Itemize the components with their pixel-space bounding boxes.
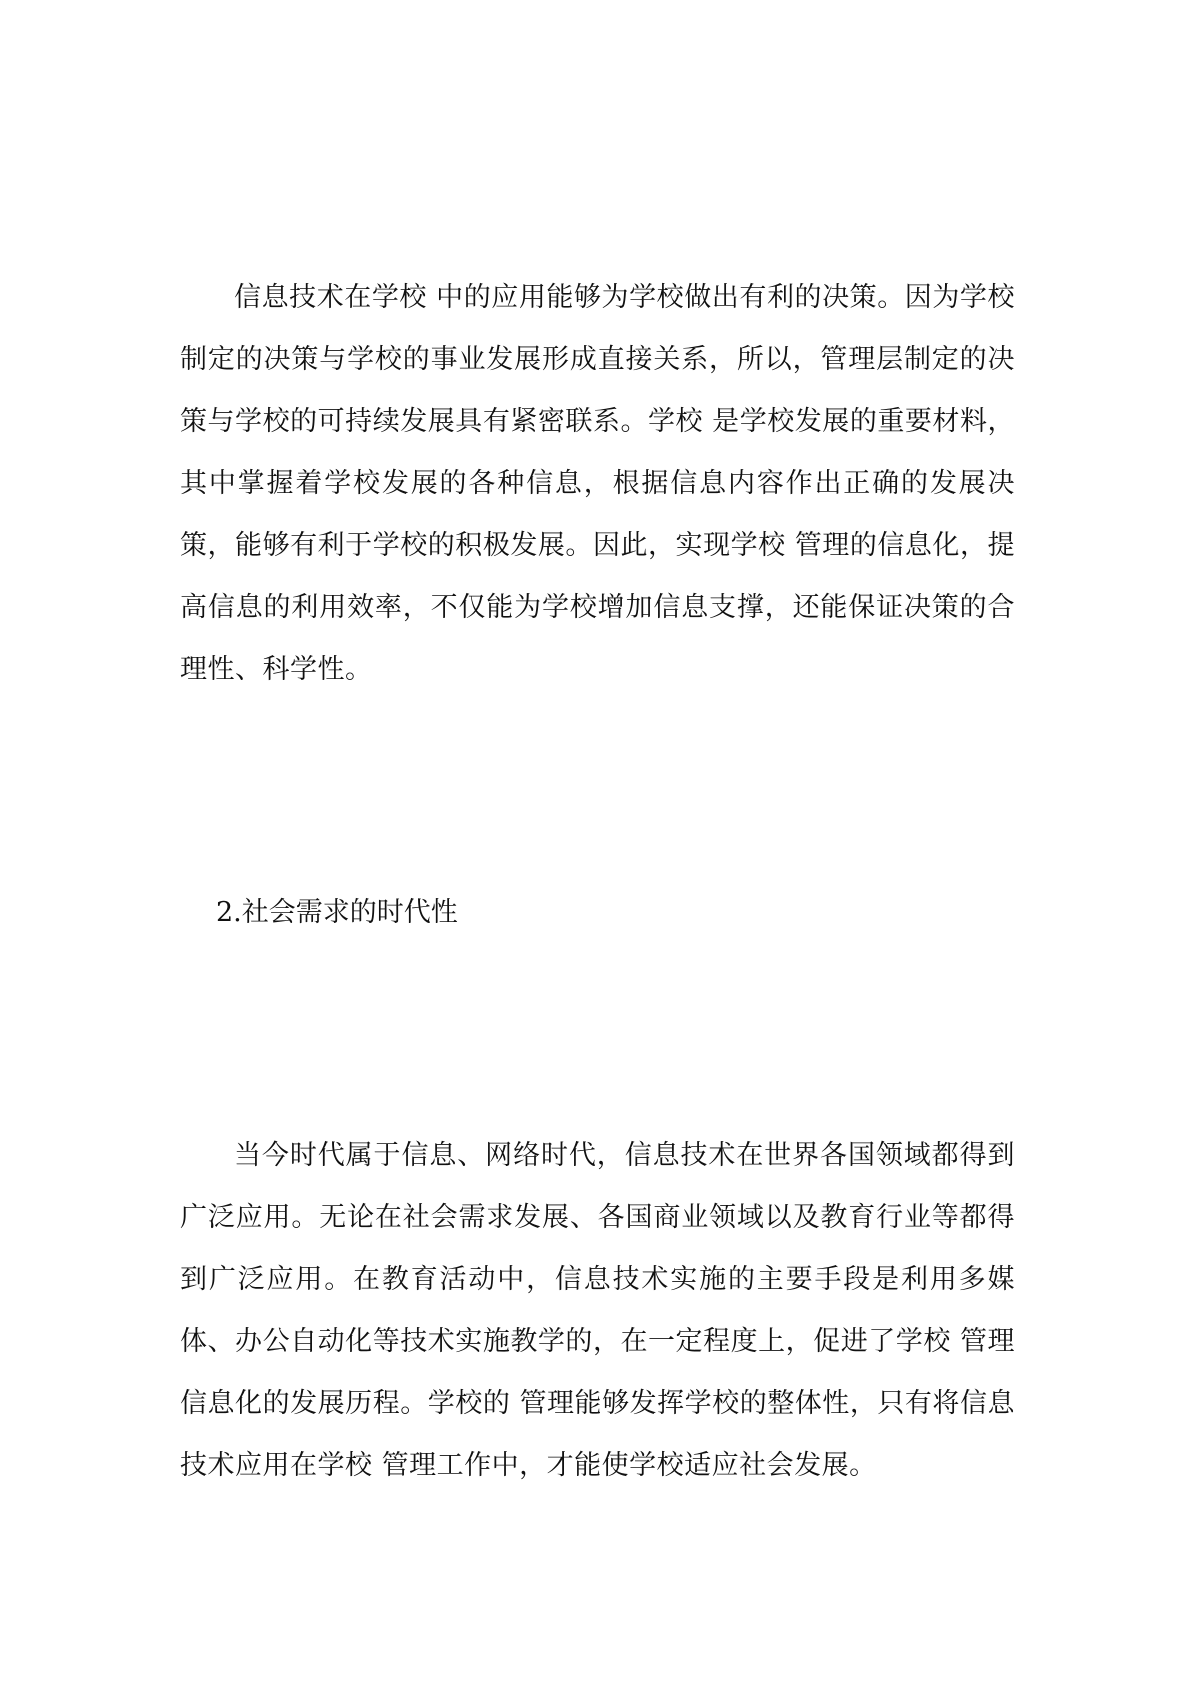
section-heading: 2.社会需求的时代性 (216, 897, 458, 928)
body-paragraph: 信息技术在学校 中的应用能够为学校做出有利的决策。因为学校制定的决策与学校的事业发展形成直接关系，所以，管理层制定的决策与学校的可持续发展具有紧密联系。学校 是学校发展的重要材料，其中掌握着学校发展的各种信息，根据信息内容作出正确的发展决策，能够有利于学校的积极发展。因此，实现学校 管理的信息化，提高信息的利用效率，不仅能为学校增加信息支撑，还能保证决策的合理性、科学性。 (180, 282, 1015, 685)
body-paragraph: 当今时代属于信息、网络时代，信息技术在世界各国领域都得到广泛应用。无论在社会需求发展、各国商业领域以及教育行业等都得到广泛应用。在教育活动中，信息技术实施的主要手段是利用多媒体、办公自动化等技术实施教学的，在一定程度上，促进了学校 管理信息化的发展历程。学校的 管理能够发挥学校的整体性，只有将信息技术应用在学校 管理工作中，才能使学校适应社会发展。 (180, 1140, 1015, 1481)
